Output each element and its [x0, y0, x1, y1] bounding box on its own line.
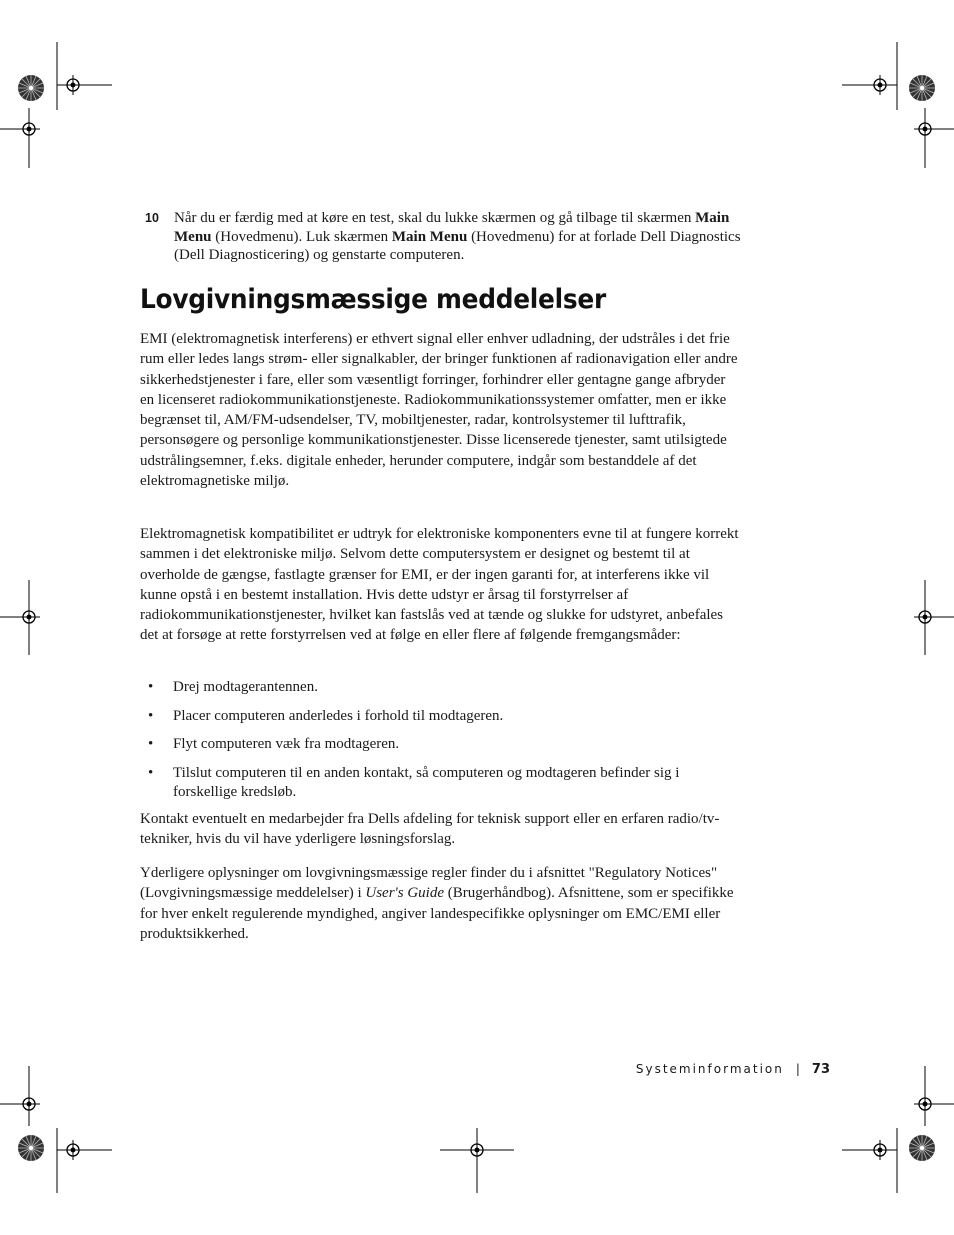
paragraph-regulatory: Yderligere oplysninger om lovgivningsmæssige regler finder du i afsnittet "Regulatory Notices" (Lovgivningsmæssige meddelelser) i User's Guide (Brugerhåndbog). Afsnittene, som er specifikke for hver enkelt regulerende myndighed, angiver landespecifikke oplysninger om EMC/EMI eller produktsikkerhed. — [140, 865, 734, 942]
main-menu-term: Main Menu — [174, 210, 730, 245]
starburst-top-left — [18, 75, 44, 101]
step-text: Når du er færdig med at køre en test, skal du lukke skærmen og gå tilbage til skærmen Main Menu (Hovedmenu). Luk skærmen Main Menu (Hovedmenu) for at forlade Dell Diagnostics (Dell Diagnosticering) og genstarte computeren. — [174, 210, 741, 263]
page-footer — [636, 1062, 830, 1077]
list-item: • Drej modtagerantennen. — [148, 679, 318, 695]
paragraph-emi: EMI (elektromagnetisk interferens) er ethvert signal eller enhver udladning, der udstråles i det frie rum eller ledes langs strøm- eller signalkabler, der bringer funktionen af radionavigation eller andre sikkerhedstjenester i fare, eller som væsentligt forringer, forhindrer eller gentagne gange afbryder en licenseret radiokommunikationstjeneste. Radiokommunikationssystemer omfatter, men er ikke begrænset til, AM/FM-udsendelser, TV, mobiltjenester, radar, kontrolsystemer til lufttrafik, personsøgere og personlige kommunikationstjenester. Disse licenserede tjenester, samt utilsigtede udstrålingsemner, f.eks. digitale enheder, herunder computere, indgår som bestanddele af det elektromagnetiske miljø. — [140, 331, 738, 490]
paragraph-support: Kontakt eventuelt en medarbejder fra Dells afdeling for teknisk support eller en erfaren radio/tv-tekniker, hvis du vil have yderligere løsningsforslag. — [140, 811, 720, 848]
bullet-list — [140, 678, 740, 811]
step-10 — [141, 209, 741, 265]
bullet-icon: • — [148, 679, 154, 695]
bullet-icon: • — [148, 707, 154, 724]
list-item: • Tilslut computeren til en anden kontakt, så computeren og modtageren befinder sig i forskellige kredsløb. — [148, 764, 680, 800]
main-menu-term: Main Menu — [391, 228, 468, 245]
paragraph-emc: Elektromagnetisk kompatibilitet er udtryk for elektroniske komponenters evne til at fungere korrekt sammen i det elektroniske miljø. Selvom dette computersystem er designet og bestemt til at overholde de gængse, fastlagte grænser for EMI, er der ingen garanti for, at interferens ikke vil kunne opstå i en bestemt installation. Hvis dette udstyr er årsag til forstyrrelser af radiokommunikationstjenester, hvilket kan fastslås ved at tænde og slukke for udstyret, anbefales det at forsøge at rette forstyrrelsen ved at følge en eller flere af følgende fremgangsmåder: — [140, 526, 739, 644]
footer-section: Systeminformation — [635, 1062, 784, 1076]
list-item: • Flyt computeren væk fra modtageren. — [148, 736, 400, 752]
page-number: 73 — [811, 1062, 830, 1077]
section-heading: Lovgivningsmæssige meddelelser — [140, 284, 606, 315]
footer-separator: | — [795, 1062, 800, 1076]
list-item: • Placer computeren anderledes i forhold til modtageren. — [148, 707, 504, 724]
step-number: 10 — [145, 211, 159, 225]
bullet-icon: • — [148, 764, 154, 781]
bullet-icon: • — [148, 736, 154, 752]
users-guide-title: User's Guide — [365, 885, 445, 902]
